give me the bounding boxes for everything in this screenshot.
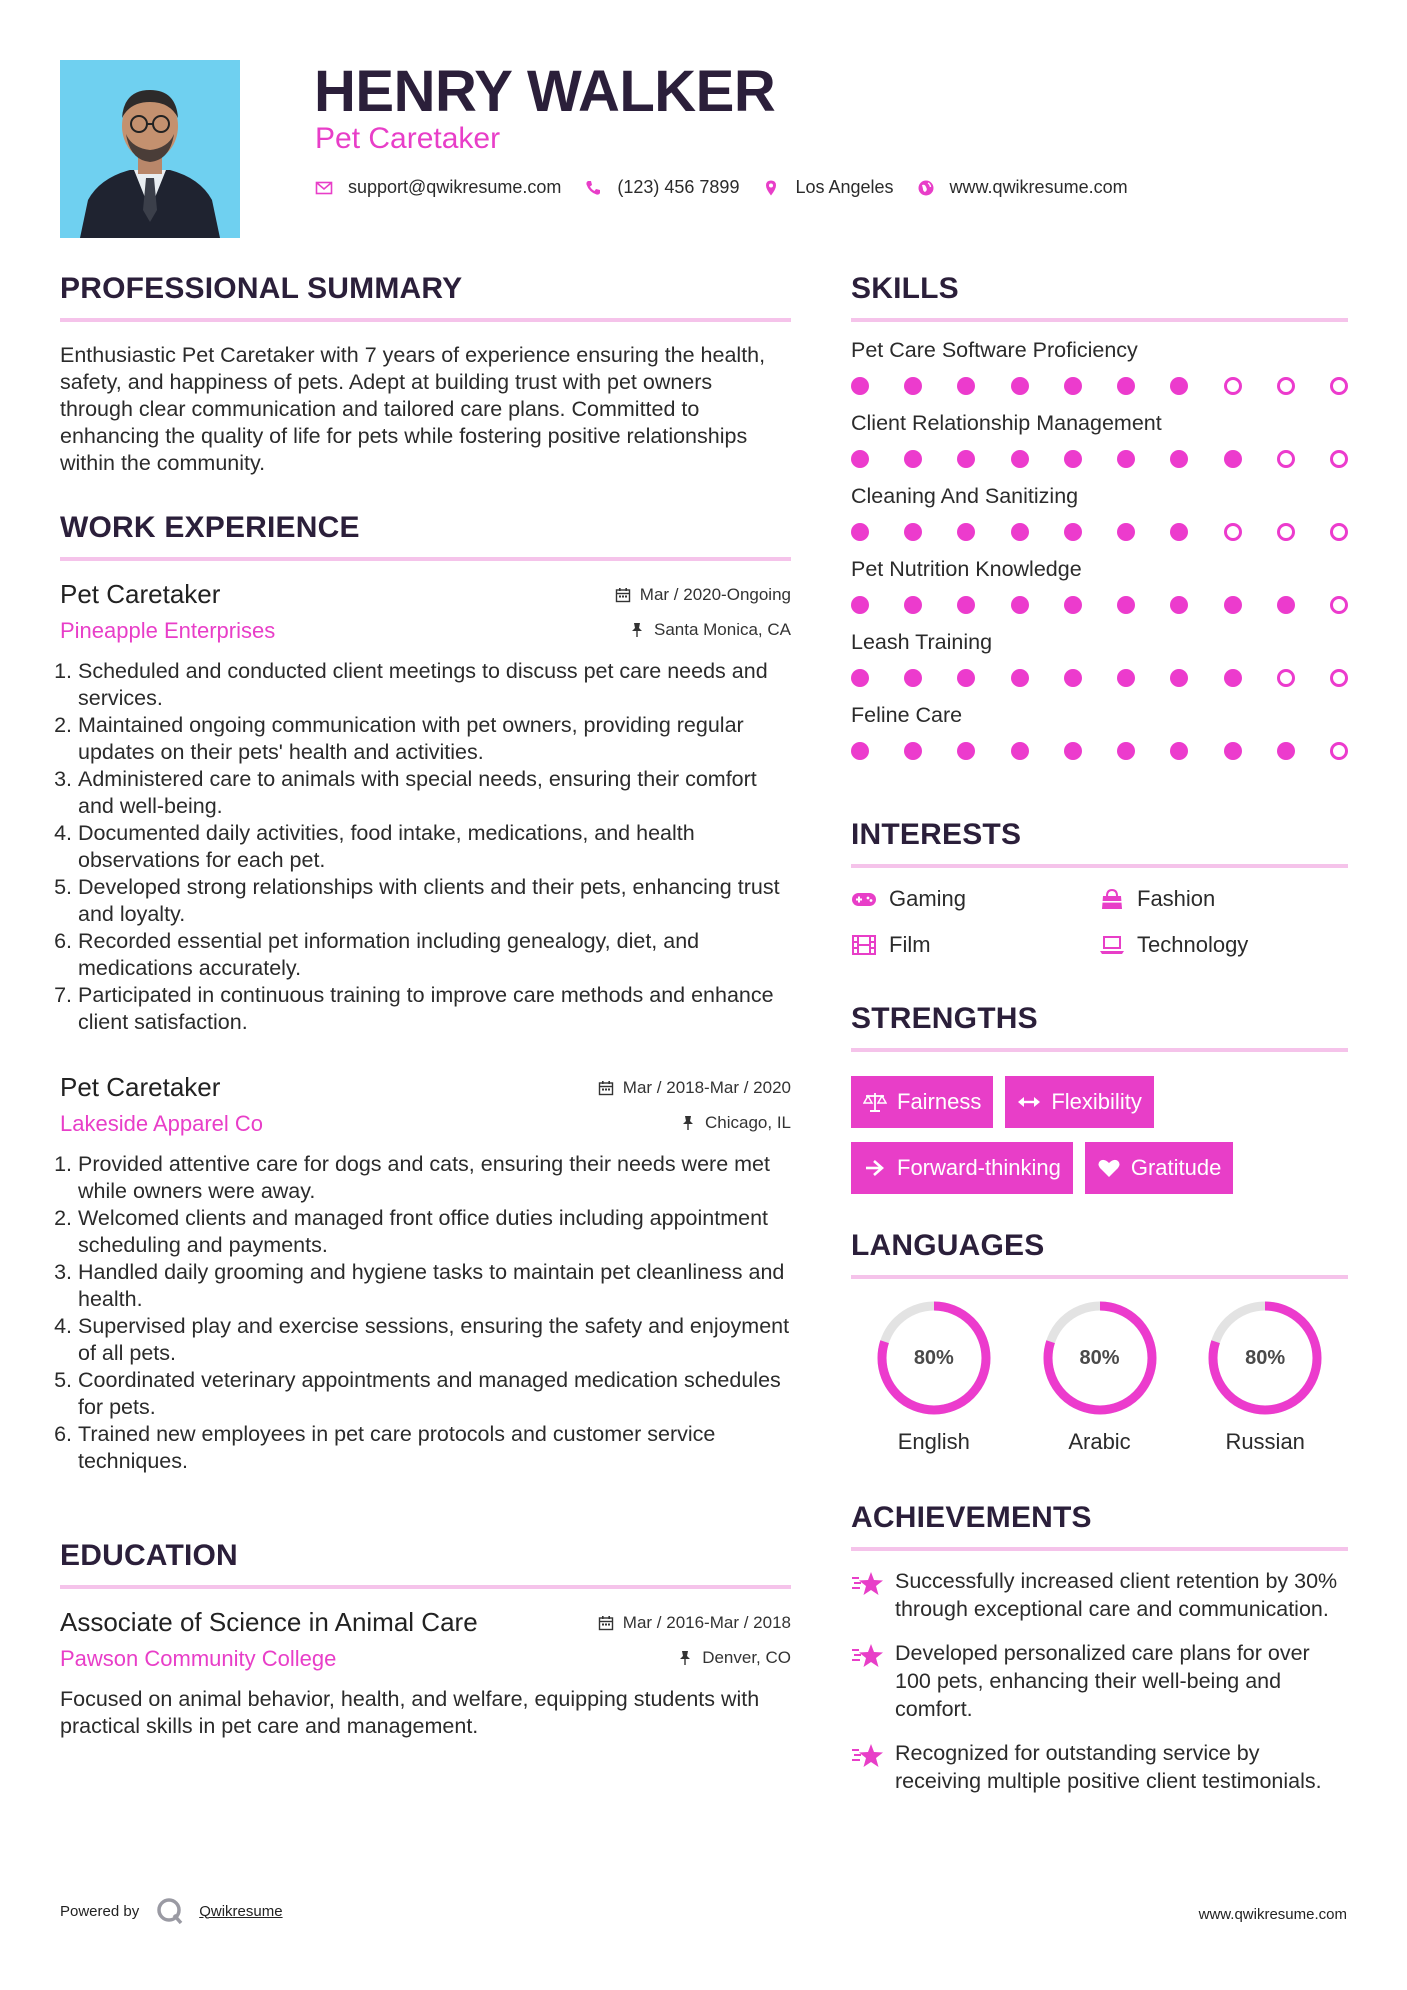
language-percent: 80% [913, 1346, 954, 1369]
interest-label: Film [889, 932, 931, 957]
rating-dot-filled [1224, 450, 1242, 468]
job-location [680, 1113, 791, 1133]
contact-email-text: support@qwikresume.com [348, 177, 562, 197]
pin-icon [677, 1650, 693, 1666]
interest-label: Gaming [889, 886, 967, 911]
rating-dot-filled [1064, 377, 1082, 395]
skill-name: Leash Training [851, 630, 993, 654]
interest-item [1099, 932, 1347, 958]
summary-heading: PROFESSIONAL SUMMARY [60, 272, 791, 322]
rating-dot-empty [1330, 450, 1348, 468]
language-item [1017, 1297, 1183, 1455]
rating-dot-filled [1117, 596, 1135, 614]
languages-heading: LANGUAGES [851, 1229, 1348, 1279]
rating-dot-empty [1330, 669, 1348, 687]
footer-powered-by [60, 1896, 283, 1926]
rating-dot-filled [1011, 523, 1029, 541]
calendar-icon [615, 587, 631, 603]
interest-item [851, 886, 1099, 912]
contact-location-text: Los Angeles [795, 177, 894, 197]
rating-dot-filled [904, 450, 922, 468]
phone-icon [583, 178, 603, 198]
achievement-item [851, 1567, 1348, 1623]
achievements-section [851, 1501, 1348, 1795]
experience-section [60, 511, 791, 1475]
film-icon [851, 934, 877, 956]
skill-item [851, 557, 1348, 614]
skill-name: Client Relationship Management [851, 411, 1162, 435]
rating-dot-filled [904, 523, 922, 541]
summary-section [60, 272, 791, 477]
rating-dot-empty [1330, 377, 1348, 395]
rating-dot-filled [1064, 742, 1082, 760]
arrows-horizontal-icon [1017, 1091, 1041, 1113]
rating-dot-filled [957, 742, 975, 760]
language-ring [873, 1297, 995, 1419]
strengths-heading: STRENGTHS [851, 1002, 1348, 1052]
skills-heading: SKILLS [851, 272, 1348, 322]
skill-name: Pet Care Software Proficiency [851, 338, 1138, 362]
education-location [677, 1648, 791, 1668]
job-entry [60, 579, 791, 1036]
strength-label: Fairness [897, 1089, 982, 1114]
globe-icon [916, 178, 936, 198]
rating-dot-filled [851, 742, 869, 760]
education-location-text: Denver, CO [702, 1648, 791, 1667]
degree-title: Associate of Science in Animal Care [60, 1607, 478, 1637]
strength-tag [851, 1142, 1073, 1194]
job-date [615, 585, 791, 605]
rating-dot-filled [1170, 596, 1188, 614]
footer-url[interactable]: www.qwikresume.com [1198, 1906, 1347, 1923]
rating-dot-filled [851, 377, 869, 395]
rating-dot-filled [1170, 742, 1188, 760]
rating-dot-filled [1170, 450, 1188, 468]
rating-dot-filled [1064, 523, 1082, 541]
interest-item [1099, 886, 1347, 912]
list-item: 7. Participated in continuous training to improve care methods and enhance client satisfaction. [78, 982, 791, 1036]
language-percent: 80% [1245, 1346, 1286, 1369]
profile-photo [60, 60, 240, 238]
strengths-section [851, 1002, 1348, 1194]
qwikresume-logo-icon [155, 1896, 185, 1926]
calendar-icon [598, 1080, 614, 1096]
rating-dot-filled [1224, 669, 1242, 687]
rating-dot-filled [1011, 669, 1029, 687]
job-date-text: Mar / 2018-Mar / 2020 [622, 1078, 791, 1097]
job-location-text: Chicago, IL [705, 1113, 791, 1132]
rating-dot-filled [957, 523, 975, 541]
skill-name: Cleaning And Sanitizing [851, 484, 1079, 508]
school-name: Pawson Community College [60, 1646, 337, 1671]
language-name: Russian [1225, 1429, 1305, 1454]
list-item: 1. Provided attentive care for dogs and cats, ensuring their needs were met while owners were away. [78, 1151, 791, 1205]
rating-dot-filled [1064, 669, 1082, 687]
star-icon [851, 1569, 885, 1599]
gamepad-icon [851, 888, 877, 910]
rating-dot-filled [1011, 596, 1029, 614]
shopping-bag-icon [1099, 888, 1125, 910]
rating-dot-filled [1117, 669, 1135, 687]
balance-scale-icon [863, 1091, 887, 1113]
rating-dot-filled [1117, 523, 1135, 541]
strength-tag [1005, 1076, 1153, 1128]
arrow-right-icon [863, 1157, 887, 1179]
rating-dot-empty [1330, 523, 1348, 541]
powered-by-text: Powered by [60, 1902, 140, 1920]
interest-item [851, 932, 1099, 958]
rating-dot-filled [1011, 450, 1029, 468]
star-icon [851, 1741, 885, 1771]
achievement-text: Developed personalized care plans for over 100 pets, enhancing their well-being and comfort. [895, 1641, 1310, 1721]
pin-icon [680, 1115, 696, 1131]
rating-dot-empty [1277, 377, 1295, 395]
list-item: 5. Developed strong relationships with clients and their pets, enhancing trust and loyalty. [78, 874, 791, 928]
rating-dot-filled [904, 669, 922, 687]
job-company: Pineapple Enterprises [60, 618, 276, 643]
laptop-icon [1099, 934, 1125, 956]
language-ring [1039, 1297, 1161, 1419]
rating-dot-filled [904, 377, 922, 395]
calendar-icon [598, 1615, 614, 1631]
languages-section [851, 1229, 1348, 1455]
email-icon [314, 178, 334, 198]
skill-item [851, 411, 1348, 468]
list-item: 1. Scheduled and conducted client meetings to discuss pet care needs and services. [78, 658, 791, 712]
rating-dot-filled [1117, 450, 1135, 468]
rating-dot-filled [851, 596, 869, 614]
rating-dot-filled [904, 742, 922, 760]
interest-label: Technology [1137, 932, 1249, 957]
achievement-item [851, 1739, 1348, 1795]
skill-item [851, 630, 1348, 687]
rating-dot-filled [1064, 450, 1082, 468]
rating-dot-empty [1277, 450, 1295, 468]
language-item [1182, 1297, 1348, 1455]
rating-dot-empty [1277, 669, 1295, 687]
language-item [851, 1297, 1017, 1455]
skill-item [851, 338, 1348, 395]
rating-dot-filled [851, 523, 869, 541]
achievements-heading: ACHIEVEMENTS [851, 1501, 1348, 1551]
rating-dot-filled [851, 669, 869, 687]
job-entry [60, 1072, 791, 1475]
education-date-text: Mar / 2016-Mar / 2018 [622, 1613, 791, 1632]
rating-dot-filled [1277, 742, 1295, 760]
job-location-text: Santa Monica, CA [653, 620, 791, 639]
qwikresume-link[interactable]: Qwikresume [199, 1902, 283, 1920]
rating-dot-filled [1277, 596, 1295, 614]
rating-dot-filled [1064, 596, 1082, 614]
rating-dot-filled [957, 669, 975, 687]
rating-dot-filled [957, 596, 975, 614]
skill-rating [851, 523, 1348, 541]
language-percent: 80% [1079, 1346, 1120, 1369]
rating-dot-empty [1330, 596, 1348, 614]
strength-tag [1085, 1142, 1234, 1194]
rating-dot-filled [1011, 377, 1029, 395]
heart-icon [1097, 1157, 1121, 1179]
achievement-text: Successfully increased client retention by 30% through exceptional care and communication. [895, 1569, 1338, 1621]
rating-dot-filled [1170, 523, 1188, 541]
strength-label: Flexibility [1051, 1089, 1142, 1114]
contact-bar [314, 177, 1150, 198]
location-icon [761, 178, 781, 198]
skill-item [851, 484, 1348, 541]
rating-dot-filled [1011, 742, 1029, 760]
job-location [629, 620, 791, 640]
list-item: 2. Welcomed clients and managed front office duties including appointment scheduling and payments. [78, 1205, 791, 1259]
strength-label: Gratitude [1130, 1155, 1222, 1180]
rating-dot-filled [1117, 377, 1135, 395]
rating-dot-filled [1170, 377, 1188, 395]
education-section [60, 1539, 791, 1740]
rating-dot-empty [1330, 742, 1348, 760]
interest-label: Fashion [1137, 886, 1216, 911]
skill-rating [851, 596, 1348, 614]
achievement-text: Recognized for outstanding service by receiving multiple positive client testimonials. [895, 1741, 1322, 1793]
candidate-name: HENRY WALKER [314, 59, 776, 124]
contact-email[interactable] [314, 177, 561, 198]
job-date [598, 1078, 791, 1098]
contact-location [761, 177, 893, 198]
rating-dot-filled [1224, 742, 1242, 760]
language-ring [1204, 1297, 1326, 1419]
rating-dot-filled [1224, 596, 1242, 614]
summary-text: Enthusiastic Pet Caretaker with 7 years of experience ensuring the health, safety, and happiness of pets. Adept at building trust with pet owners through clear communication and tailored care plans. Committed to enhancing the quality of life for pets while fostering positive relationships within the community. [60, 343, 766, 475]
pin-icon [629, 622, 645, 638]
interests-heading: INTERESTS [851, 818, 1348, 868]
list-item: 5. Coordinated veterinary appointments and managed medication schedules for pets. [78, 1367, 791, 1421]
rating-dot-empty [1224, 523, 1242, 541]
contact-phone-text: (123) 456 7899 [617, 177, 740, 197]
star-icon [851, 1641, 885, 1671]
contact-website-text: www.qwikresume.com [949, 177, 1128, 197]
strength-tag [851, 1076, 993, 1128]
rating-dot-filled [1170, 669, 1188, 687]
rating-dot-filled [1117, 742, 1135, 760]
skill-name: Feline Care [851, 703, 963, 727]
rating-dot-filled [904, 596, 922, 614]
language-name: English [897, 1429, 970, 1454]
interests-section [851, 818, 1348, 958]
rating-dot-filled [851, 450, 869, 468]
rating-dot-empty [1277, 523, 1295, 541]
list-item: 2. Maintained ongoing communication with pet owners, providing regular updates on their pets' health and activities. [78, 712, 791, 766]
education-heading: EDUCATION [60, 1539, 791, 1589]
skill-item [851, 703, 1348, 760]
contact-website[interactable] [916, 177, 1128, 198]
experience-heading: WORK EXPERIENCE [60, 511, 791, 561]
skill-name: Pet Nutrition Knowledge [851, 557, 1082, 581]
rating-dot-filled [957, 450, 975, 468]
skills-section [851, 272, 1348, 760]
list-item: 4. Documented daily activities, food intake, medications, and health observations for each pet. [78, 820, 791, 874]
list-item: 4. Supervised play and exercise sessions, ensuring the safety and enjoyment of all pets. [78, 1313, 791, 1367]
job-date-text: Mar / 2020-Ongoing [639, 585, 791, 604]
rating-dot-empty [1224, 377, 1242, 395]
rating-dot-filled [957, 377, 975, 395]
contact-phone[interactable] [583, 177, 739, 198]
job-bullets [60, 658, 791, 1036]
skill-rating [851, 742, 1348, 760]
strength-label: Forward-thinking [897, 1155, 1061, 1180]
list-item: 3. Handled daily grooming and hygiene tasks to maintain pet cleanliness and health. [78, 1259, 791, 1313]
language-name: Arabic [1068, 1429, 1131, 1454]
list-item: 6. Trained new employees in pet care protocols and customer service techniques. [78, 1421, 791, 1475]
achievement-item [851, 1639, 1348, 1723]
list-item: 6. Recorded essential pet information including genealogy, diet, and medications accurately. [78, 928, 791, 982]
education-description: Focused on animal behavior, health, and welfare, equipping students with practical skills in pet care and management. [60, 1687, 760, 1738]
job-title: Pet Caretaker [60, 579, 221, 609]
skill-rating [851, 450, 1348, 468]
job-bullets [60, 1151, 791, 1475]
job-company: Lakeside Apparel Co [60, 1111, 264, 1136]
candidate-title: Pet Caretaker [315, 122, 501, 155]
education-date [598, 1613, 791, 1633]
job-title: Pet Caretaker [60, 1072, 221, 1102]
skill-rating [851, 669, 1348, 687]
list-item: 3. Administered care to animals with special needs, ensuring their comfort and well-being. [78, 766, 791, 820]
skill-rating [851, 377, 1348, 395]
